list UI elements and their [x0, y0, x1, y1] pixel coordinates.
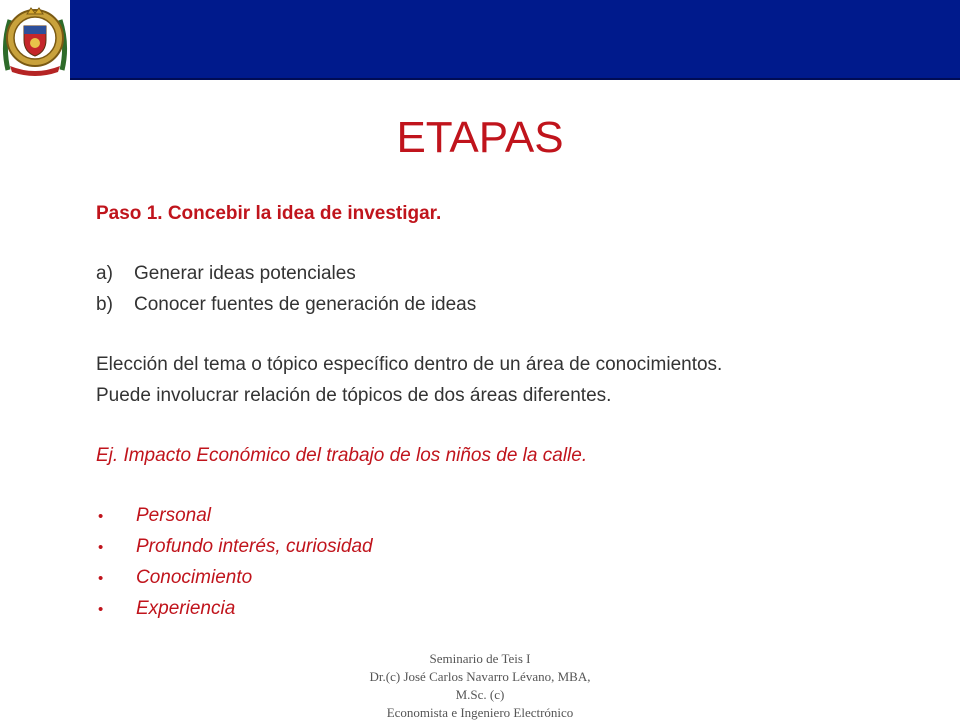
paragraph-line: Elección del tema o tópico específico dentro de un área de conocimientos. — [96, 354, 723, 375]
bullet-icon: • — [98, 570, 104, 587]
bullet-item — [96, 562, 916, 593]
footer-line: Seminario de Teis I — [429, 651, 531, 666]
footer-line: M.Sc. (c) — [455, 687, 505, 702]
spacer — [96, 320, 916, 349]
footer-line: Dr.(c) José Carlos Navarro Lévano, MBA, — [369, 669, 591, 684]
list-text: Generar ideas potenciales — [134, 263, 356, 284]
spacer — [96, 229, 916, 258]
bullet-text: Conocimiento — [136, 567, 253, 588]
example-line: Ej. Impacto Económico del trabajo de los niños de la calle. — [96, 445, 588, 466]
bullet-text: Profundo interés, curiosidad — [136, 536, 373, 557]
bullet-icon: • — [98, 508, 104, 525]
university-seal-icon — [0, 0, 70, 80]
bullet-icon: • — [98, 601, 104, 618]
footer-line: Economista e Ingeniero Electrónico — [386, 705, 574, 720]
slide-title: ETAPAS — [396, 113, 564, 162]
list-item — [96, 258, 916, 289]
header-band — [70, 0, 960, 80]
slide-content — [96, 198, 916, 624]
slide-footer — [330, 650, 630, 722]
list-marker: b) — [96, 294, 113, 315]
list-item — [96, 289, 916, 320]
list-marker: a) — [96, 263, 113, 284]
spacer — [96, 411, 916, 440]
bullet-text: Personal — [136, 505, 211, 526]
bullet-item — [96, 500, 916, 531]
bullet-icon: • — [98, 539, 104, 556]
step-heading: Paso 1. Concebir la idea de investigar. — [96, 203, 442, 224]
list-text: Conocer fuentes de generación de ideas — [134, 294, 477, 315]
bullet-item — [96, 593, 916, 624]
bullet-item — [96, 531, 916, 562]
spacer — [96, 471, 916, 500]
bullet-text: Experiencia — [136, 598, 236, 619]
paragraph-line: Puede involucrar relación de tópicos de dos áreas diferentes. — [96, 385, 612, 406]
